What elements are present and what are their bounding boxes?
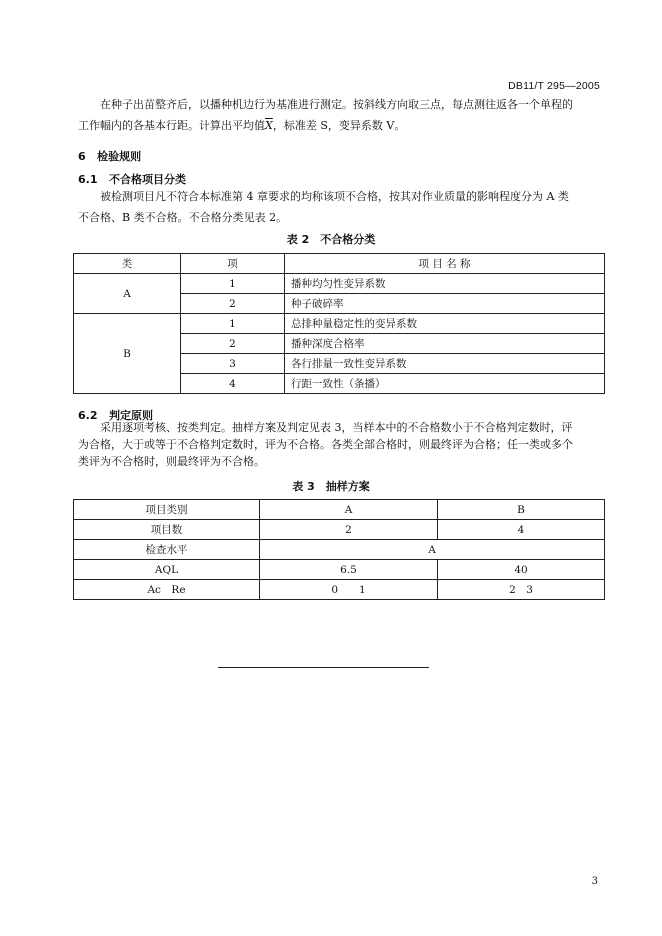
class-cell-b: B [74,314,181,394]
section-6-1-paragraph [78,186,598,228]
value-cell: B [438,500,605,520]
table-header-cell: 类 [74,254,181,274]
value-cell: 6.5 [260,560,438,580]
row-label-cell: 项目类别 [74,500,260,520]
section-6-title: 检验规则 [97,150,142,163]
item-number-cell: 2 [181,294,285,314]
item-name-cell: 播种均匀性变异系数 [285,274,605,294]
item-number-cell: 1 [181,314,285,334]
item-name-cell: 各行排量一致性变异系数 [285,354,605,374]
table-row [74,560,605,580]
table-2 [73,253,605,394]
section-6-2-title: 判定原则 [109,409,153,422]
row-label-cell: 检查水平 [74,540,260,560]
item-number-cell: 2 [181,334,285,354]
table-row [74,314,605,334]
section-6-1-line-1: 被检测项目凡不符合本标准第 4 章要求的均称该项不合格，按其对作业质量的影响程度分为 A 类 [100,190,569,203]
item-number-cell: 4 [181,374,285,394]
section-6-2-line-2: 为合格，大于或等于不合格判定数时，评为不合格。各类全部合格时，则最终评为合格；任一类或多个 [78,438,573,451]
value-cell: A [260,500,438,520]
section-6-2-number: 6.2 [78,409,98,422]
intro-paragraph [78,94,598,136]
intro-line-2 [78,115,598,136]
table-header-cell: 项 目 名 称 [285,254,605,274]
value-cell: 2 [260,520,438,540]
table-header-cell: 项 [181,254,285,274]
table-3-caption: 表 3 抽样方案 [292,480,370,493]
page-number: 3 [591,876,598,887]
table-row [74,274,605,294]
section-6-2-line-3: 类评为不合格时，则最终评为不合格。 [78,455,265,468]
section-6-heading [78,148,141,164]
section-6-2-paragraph [78,419,598,470]
table-3 [73,499,605,600]
table-row [74,500,605,520]
value-cell: 0 1 [260,580,438,600]
section-6-1-line-2: 不合格、B 类不合格。不合格分类见表 2。 [78,211,288,224]
intro-line-2-end: ，标准差 S，变异系数 V。 [272,119,406,132]
end-rule [218,667,429,668]
class-cell-a: A [74,274,181,314]
table-row [74,580,605,600]
intro-line-1: 在种子出苗整齐后，以播种机边行为基准进行测定。按斜线方向取三点，每点测往返各一个单程的 [100,98,573,111]
value-cell: A [260,540,605,560]
item-name-cell: 播种深度合格率 [285,334,605,354]
table-row [74,540,605,560]
row-label-cell: AQL [74,560,260,580]
section-6-2-line-1: 采用逐项考核、按类判定。抽样方案及判定见表 3，当样本中的不合格数小于不合格判定数时，评 [100,421,573,434]
item-name-cell: 行距一致性（条播） [285,374,605,394]
table-2-caption: 表 2 不合格分类 [286,233,376,246]
row-label-cell: Ac Re [74,580,260,600]
section-6-number: 6 [78,150,86,163]
intro-line-2-start: 工作幅内的各基本行距。计算出平均值 [78,119,265,132]
table-row [74,254,605,274]
document-number: DB11/T 295—2005 [508,80,600,92]
item-name-cell: 种子破碎率 [285,294,605,314]
value-cell: 40 [438,560,605,580]
item-number-cell: 1 [181,274,285,294]
value-cell: 4 [438,520,605,540]
section-6-1-number: 6.1 [78,173,98,186]
table-row [74,520,605,540]
value-cell: 2 3 [438,580,605,600]
section-6-1-title: 不合格项目分类 [109,173,186,186]
section-6-1-heading [78,171,186,187]
item-number-cell: 3 [181,354,285,374]
mean-symbol: $\overline{X}$ [265,119,273,132]
row-label-cell: 项目数 [74,520,260,540]
item-name-cell: 总排种量稳定性的变异系数 [285,314,605,334]
